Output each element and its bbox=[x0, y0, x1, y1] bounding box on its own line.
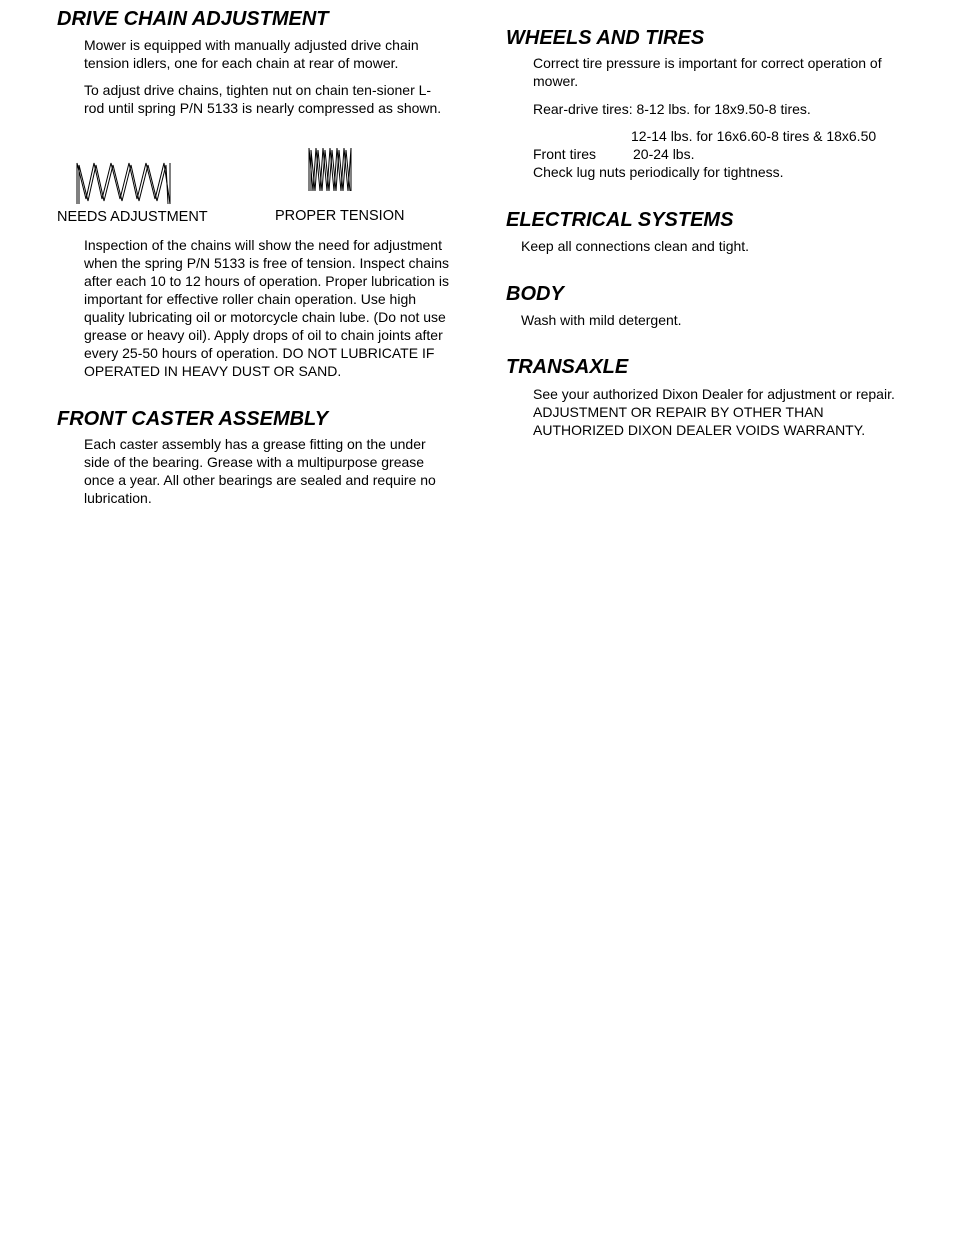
wheels-p1: Correct tire pressure is important for correct operation of mower. bbox=[533, 55, 882, 89]
drive-chain-p3: Inspection of the chains will show the need for adjustment when the spring P/N 5133 is free of tension. Inspect chains after each 10 to 12 hours of operation. Proper lubrication is important for effective roller chain operation. Use high quality lubricating oil or motorcycle chain lube. (Do not use grease or heavy oil). Apply drops of oil to chain joints after every 25-50 hours of operation. DO NOT LUBRICATE IF OPERATED IN HEAVY DUST OR SAND. bbox=[84, 237, 449, 379]
proper-tension-label: PROPER TENSION bbox=[275, 208, 405, 224]
transaxle-p1: See your authorized Dixon Dealer for adjustment or repair. ADJUSTMENT OR REPAIR BY OTHER THAN AUTHORIZED DIXON DEALER VOIDS WARRANTY. bbox=[533, 386, 895, 438]
wheels-title: WHEELS AND TIRES bbox=[506, 27, 705, 49]
drive-chain-title: DRIVE CHAIN ADJUSTMENT bbox=[57, 8, 329, 30]
electrical-title: ELECTRICAL SYSTEMS bbox=[506, 209, 734, 231]
front-caster-title: FRONT CASTER ASSEMBLY bbox=[57, 408, 329, 430]
wheels-rear-line: Rear-drive tires: 8-12 lbs. for 18x9.50-8 tires. bbox=[533, 101, 811, 117]
drive-chain-p1: Mower is equipped with manually adjusted drive chain tension idlers, one for each chain at rear of mower. bbox=[84, 37, 419, 71]
spring-compressed-figure bbox=[306, 145, 354, 195]
body-p1: Wash with mild detergent. bbox=[521, 312, 682, 328]
wheels-lug: Check lug nuts periodically for tightness. bbox=[533, 164, 784, 180]
transaxle-title: TRANSAXLE bbox=[506, 356, 629, 378]
wheels-front-label: Front tires bbox=[533, 146, 597, 162]
drive-chain-p2: To adjust drive chains, tighten nut on chain ten-sioner L-rod until spring P/N 5133 is nearly compressed as shown. bbox=[84, 82, 442, 116]
needs-adjustment-label: NEEDS ADJUSTMENT bbox=[57, 209, 208, 225]
spring-extended-figure bbox=[74, 157, 174, 207]
front-caster-p1: Each caster assembly has a grease fitting on the under side of the bearing. Grease with a multipurpose grease once a year. All other bearings are sealed and require no lubrication. bbox=[84, 436, 436, 506]
wheels-front-value: 20-24 lbs. bbox=[633, 146, 695, 162]
wheels-rear-line2: 12-14 lbs. for 16x6.60-8 tires & 18x6.50 bbox=[631, 128, 877, 144]
electrical-p1: Keep all connections clean and tight. bbox=[521, 238, 750, 254]
body-title: BODY bbox=[506, 283, 564, 305]
